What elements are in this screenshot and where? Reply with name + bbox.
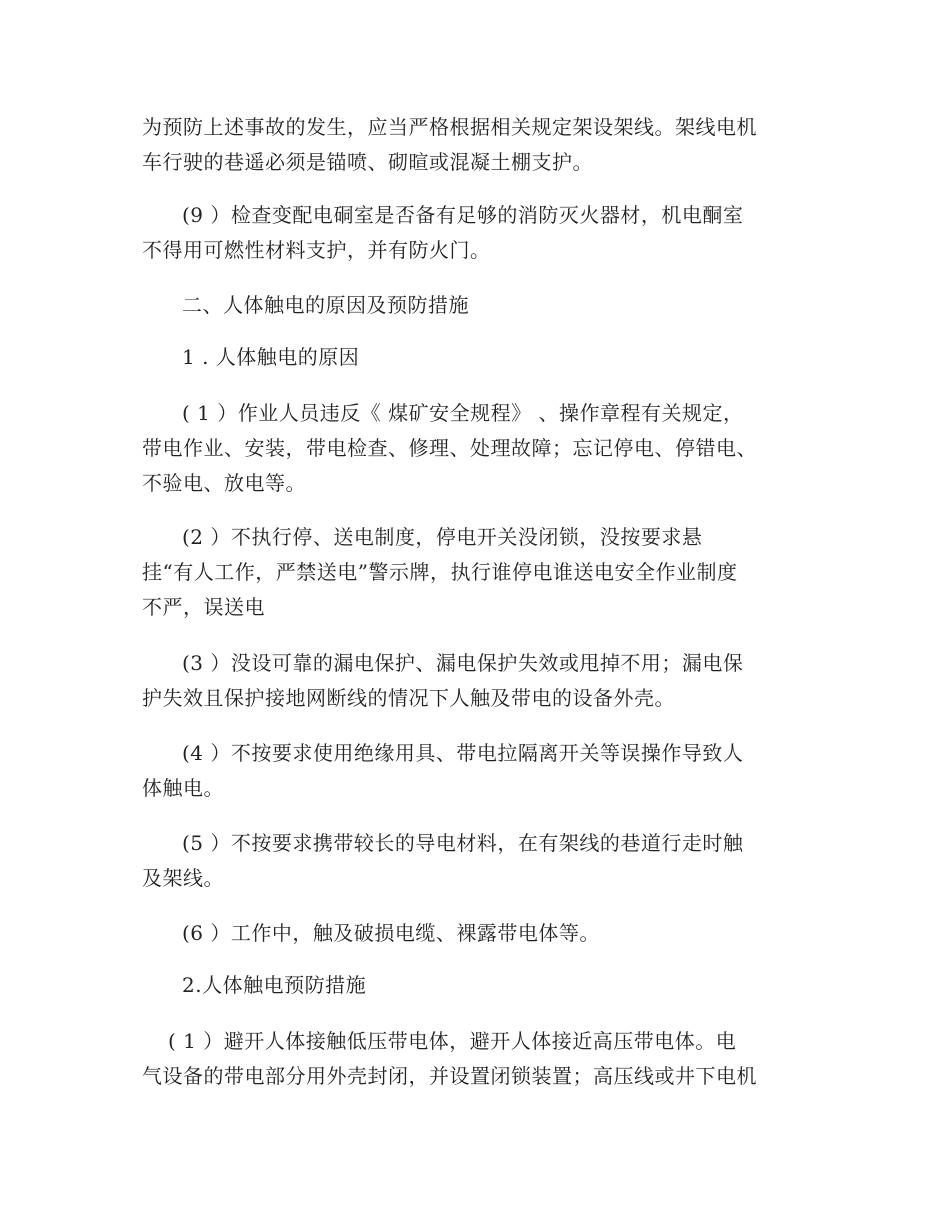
text-line: (2 ）不执行停、送电制度，停电开关没闭锁，没按要求悬 bbox=[182, 525, 703, 549]
text-line: 1 . 人体触电的原因 bbox=[182, 345, 360, 369]
text-line: 挂“有人工作，严禁送电”警示牌，执行谁停电谁送电安全作业制度 bbox=[142, 560, 738, 584]
subsection-heading-1 bbox=[142, 340, 807, 375]
text-line: 车行驶的巷遥必须是锚喷、砌暄或混凝土棚支护。 bbox=[142, 150, 593, 174]
text-line: (9 ）检查变配电硐室是否备有足够的消防灭火器材，机电酮室 bbox=[182, 203, 744, 227]
paragraph-cause-1 bbox=[142, 396, 807, 501]
paragraph-2 bbox=[142, 198, 807, 268]
text-line: 护失效且保护接地网断线的情况下人触及带电的设备外壳。 bbox=[142, 686, 675, 710]
paragraph-1 bbox=[142, 110, 807, 180]
paragraph-cause-4 bbox=[142, 736, 807, 806]
text-line: 2.人体触电预防措施 bbox=[182, 973, 367, 997]
paragraph-measure-1 bbox=[142, 1024, 807, 1094]
paragraph-cause-5 bbox=[142, 826, 807, 896]
text-line: 及架线。 bbox=[142, 866, 224, 890]
text-line: 气设备的带电部分用外壳封闭，并设置闭锁装置；高压线或井下电机 bbox=[142, 1064, 757, 1088]
text-line: 为预防上述事故的发生，应当严格根据相关规定架设架线。架线电机 bbox=[142, 115, 757, 139]
text-line: 体触电。 bbox=[142, 776, 224, 800]
paragraph-cause-3 bbox=[142, 646, 807, 716]
paragraph-cause-2 bbox=[142, 520, 807, 625]
text-line: 带电作业、安装，带电检查、修理、处理故障；忘记停电、停错电、 bbox=[142, 436, 757, 460]
subsection-heading-2 bbox=[142, 968, 807, 1003]
text-line: 不严，误送电 bbox=[142, 595, 265, 619]
text-line: 不验电、放电等。 bbox=[142, 471, 306, 495]
text-line: (6 ）工作中，触及破损电缆、裸露带电体等。 bbox=[182, 921, 600, 945]
text-line: ( 1 ）作业人员违反《 煤矿安全规程》 、操作章程有关规定， bbox=[182, 401, 744, 425]
text-line: (4 ）不按要求使用绝缘用具、带电拉隔离开关等误操作导致人 bbox=[182, 741, 744, 765]
paragraph-cause-6 bbox=[142, 916, 807, 951]
text-line: ( 1 ）避开人体接触低压带电体，避开人体接近高压带电体。电 bbox=[168, 1029, 737, 1053]
text-line: 二、人体触电的原因及预防措施 bbox=[182, 293, 469, 317]
text-line: (3 ）没设可靠的漏电保护、漏电保护失效或甩掉不用；漏电保 bbox=[182, 651, 744, 675]
section-heading-2 bbox=[142, 288, 807, 323]
text-line: 不得用可燃性材料支护，并有防火门。 bbox=[142, 238, 491, 262]
text-line: (5 ）不按要求携带较长的导电材料，在有架线的巷道行走时触 bbox=[182, 831, 744, 855]
